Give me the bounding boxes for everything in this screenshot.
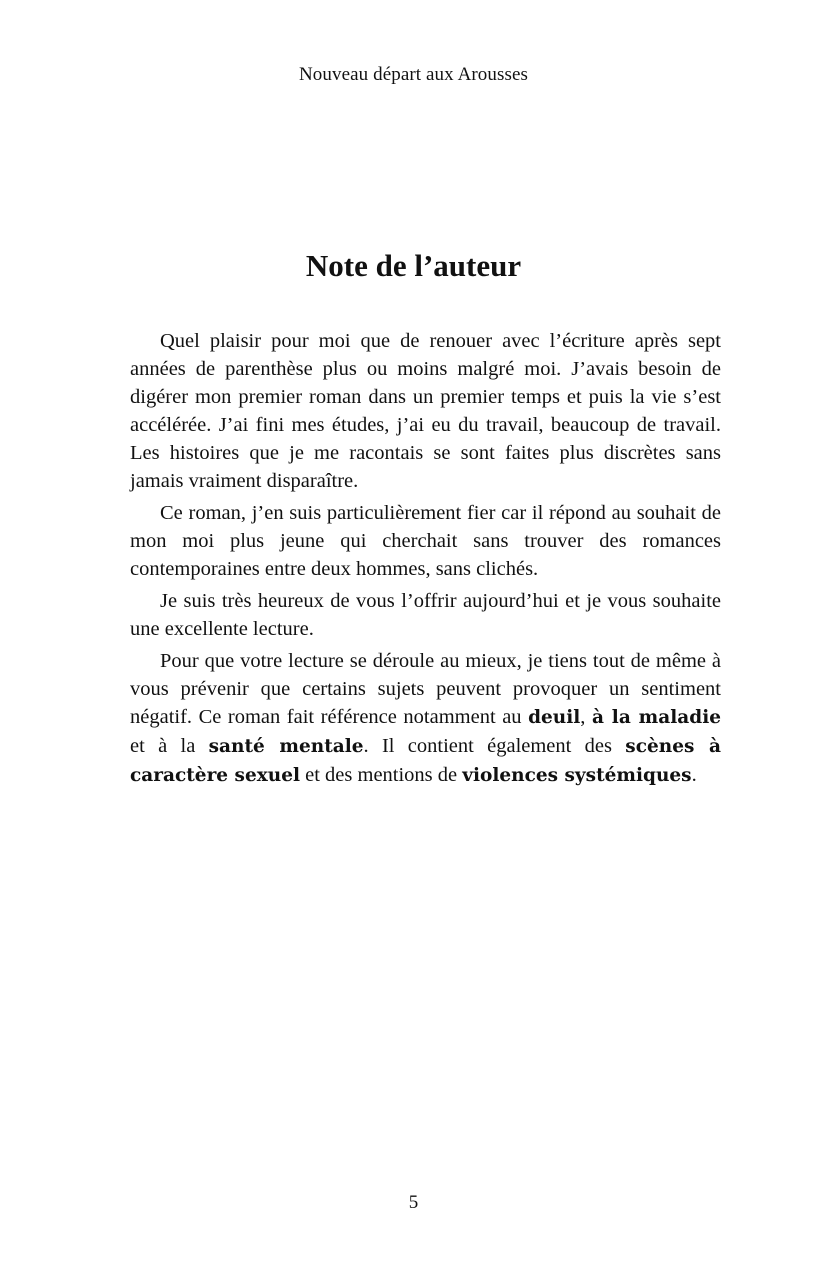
- p4-text-2: ,: [580, 706, 592, 728]
- running-header: Nouveau départ aux Arousses: [298, 64, 529, 85]
- warning-maladie: à la maladie: [591, 707, 721, 728]
- p4-text-5: et des mentions de: [300, 764, 463, 786]
- page-number: 5: [408, 1192, 419, 1213]
- p4-text-4: . Il contient également des: [363, 735, 626, 757]
- paragraph-3: Je suis très heureux de vous l’offrir aujourd’hui et je vous souhaite une excellente lecture.: [130, 590, 721, 640]
- p4-text-3: et à la: [130, 735, 209, 757]
- page-title: Note de l’auteur: [305, 248, 522, 283]
- p4-text-6: .: [691, 764, 697, 786]
- paragraph-1: Quel plaisir pour moi que de renouer avec l’écriture après sept années de parenthèse plus ou moins malgré moi. J’avais besoin de digérer mon premier roman dans un premier temps et puis la vie s’est accélérée. J’ai fini mes études, j’ai eu du travail, beaucoup de travail. Les histoires que je me racontais se sont faites plus discrètes sans jamais vraiment disparaître.: [130, 330, 721, 492]
- paragraph-2: Ce roman, j’en suis particulièrement fier car il répond au souhait de mon moi plus jeune qui cherchait sans trouver des romances contemporaines entre deux hommes, sans clichés.: [130, 502, 721, 580]
- warning-scenes-sexuelles: scènes à caractère sexuel: [130, 736, 721, 786]
- warning-violences: violences systémiques: [462, 765, 692, 786]
- warning-sante-mentale: santé mentale: [208, 736, 364, 757]
- paragraph-4: [130, 647, 721, 790]
- body-text: [130, 327, 721, 794]
- p4-text-1: Pour que votre lecture se déroule au mieux, je tiens tout de même à vous prévenir que certains sujets peuvent provoquer un sentiment négatif. Ce roman fait référence notamment au: [130, 650, 721, 728]
- warning-deuil: deuil: [528, 707, 581, 728]
